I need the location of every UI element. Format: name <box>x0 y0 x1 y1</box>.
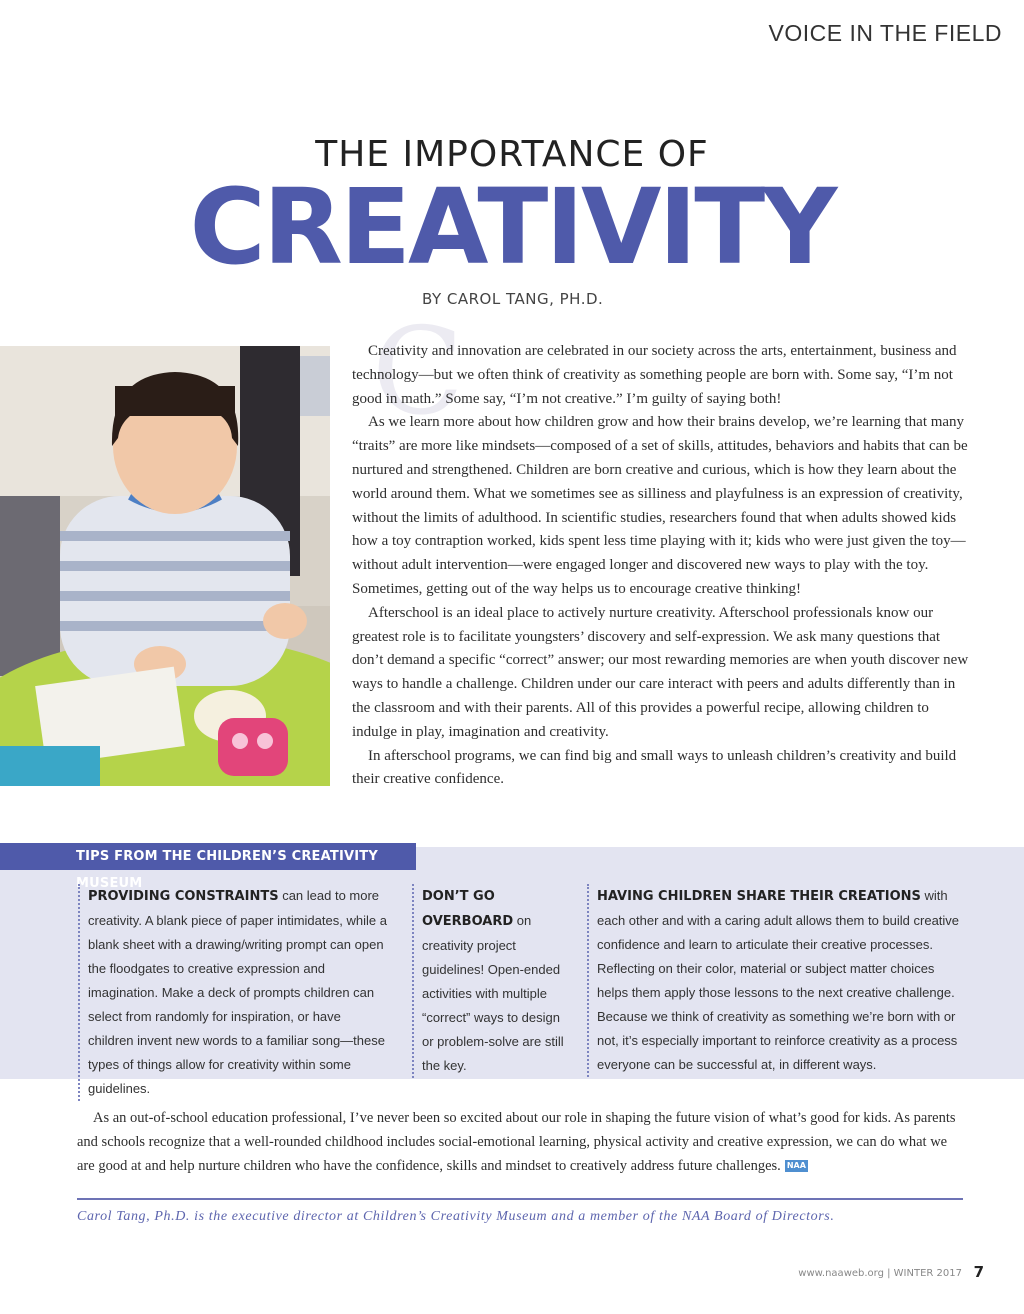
tips-heading: TIPS FROM THE CHILDREN’S CREATIVITY MUSEUM <box>0 843 416 870</box>
tip-lead: DON’T GO OVERBOARD <box>422 889 514 929</box>
naa-end-mark: NAA <box>786 1161 806 1170</box>
tip-item <box>587 884 967 1077</box>
closing-paragraph <box>77 1106 967 1178</box>
article-body <box>352 340 970 792</box>
tip-lead: HAVING CHILDREN SHARE THEIR CREATIONS <box>597 889 921 904</box>
child-crafting-illustration <box>0 346 330 786</box>
tip-item <box>78 884 390 1101</box>
divider <box>77 1198 963 1200</box>
article-paragraph: As we learn more about how children grow and how their brains develop, we’re learning that many “traits” are more like mindsets—composed of a set of skills, attitudes, behaviors and habits that can be nurtured and strengthened. Children are born creative and curious, which is how they learn about the world around them. What we sometimes see as silliness and playfulness is an expression of creativity, without the limits of adulthood. In scientific studies, researchers found that when adults showed kids how a toy contraption worked, kids spent less time playing with it; kids who were just given the toy—without adult intervention—were engaged longer and discovered new ways to play with the toy. Sometimes, getting out of the way helps us to encourage creative thinking! <box>352 414 968 597</box>
tip-lead: PROVIDING CONSTRAINTS <box>88 889 279 904</box>
article-paragraph: Afterschool is an ideal place to actively nurture creativity. Afterschool professionals know our greatest role is to facilitate youngsters’ discovery and self-expression. We ask many questions that don’t demand a specific “correct” answer; our most rewarding memories are when youth discover new ways to handle a challenge. Children under our care interact with peers and adults differently than in the classroom and with their parents. All of this provides a powerful recipe, allowing children to indulge in play, imagination and creativity. <box>352 604 969 740</box>
article-paragraph: In afterschool programs, we can find big and small ways to unleash children’s creativity and build their creative confidence. <box>352 747 957 788</box>
tip-body: with each other and with a caring adult allows them to build creative confidence and learn to articulate their creative processes. Reflecting on their color, material or subject matter choices helps them apply those lessons to the next creative challenge. Because we think of creativity as something we’re born with or not, it’s especially important to reinforce creativity as a process everyone can be successful at, in different ways. <box>597 888 960 1072</box>
footer-source: www.naaweb.org | WINTER 2017 <box>798 1268 962 1279</box>
article-photo <box>0 346 330 786</box>
author-bio: Carol Tang, Ph.D. is the executive director at Children’s Creativity Museum and a member of the NAA Board of Directors. <box>77 1209 835 1224</box>
tip-item <box>412 884 564 1078</box>
section-label: VOICE IN THE FIELD <box>768 20 1002 46</box>
byline: BY CAROL TANG, PH.D. <box>422 290 604 308</box>
closing-text: As an out-of-school education professional, I’ve never been so excited about our role in shaping the future vision of what’s good for kids. As parents and schools recognize that a well-rounded childhood includes social-emotional learning, physical activity and creative expression, we can do what we are good at and help nurture children who have the confidence, skills and mindset to creatively address future challenges. <box>77 1110 956 1174</box>
title-line-2: CREATIVITY <box>189 166 835 288</box>
title-line-1: THE IMPORTANCE OF <box>315 134 709 175</box>
tip-body: on creativity project guidelines! Open-ended activities with multiple “correct” ways to design or problem-solve are still the key. <box>422 913 564 1073</box>
page-number: 7 <box>973 1263 984 1281</box>
tip-body: can lead to more creativity. A blank piece of paper intimidates, while a blank sheet with a drawing/writing prompt can open the floodgates to creative expression and imagination. Make a deck of prompts children can select from randomly for inspiration, or have children invent new words to a familiar song—these types of things allow for creativity within some guidelines. <box>88 888 387 1096</box>
article-paragraph: Creativity and innovation are celebrated in our society across the arts, entertainment, business and technology—but we often think of creativity as something people are born with. Some say, “I’m not good in math.” Some say, “I’m not creative.” I’m guilty of saying both! <box>352 343 957 407</box>
footer-text <box>798 1268 984 1279</box>
drop-cap: C <box>372 303 464 442</box>
